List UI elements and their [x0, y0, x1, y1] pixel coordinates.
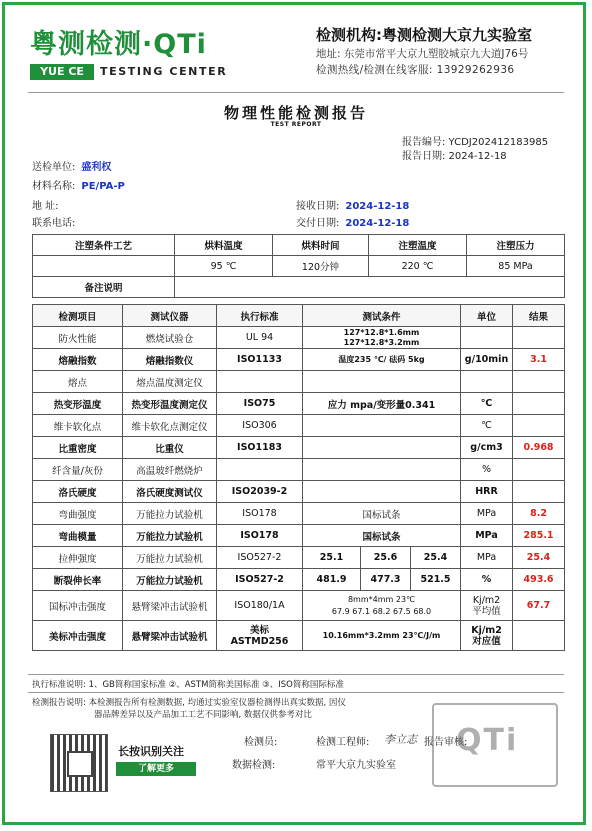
test-unit: MPa	[461, 525, 513, 547]
table-row	[33, 621, 565, 651]
qr-logo-icon	[67, 751, 93, 777]
test-instrument: 悬臂梁冲击试验机	[123, 621, 217, 651]
test-instrument: 万能拉力试验机	[123, 569, 217, 591]
test-standard: ISO178	[217, 525, 303, 547]
test-value: 25.4	[411, 547, 461, 569]
qr-caption: 长按识别关注	[118, 745, 184, 758]
test-unit: g/cm3	[461, 437, 513, 459]
test-item: 防火性能	[33, 327, 123, 349]
report-date: 报告日期: 2024-12-18	[402, 151, 507, 162]
test-instrument: 熔融指数仪	[123, 349, 217, 371]
test-instrument: 热变形温度测定仪	[123, 393, 217, 415]
test-instrument: 洛氏硬度测试仪	[123, 481, 217, 503]
test-item: 拉伸强度	[33, 547, 123, 569]
test-standard: ISO2039-2	[217, 481, 303, 503]
test-result	[513, 371, 565, 393]
test-standard: UL 94	[217, 327, 303, 349]
test-results-table	[32, 304, 565, 651]
test-condition	[303, 437, 461, 459]
report-subtitle: TEST REPORT	[270, 121, 322, 128]
test-unit	[461, 327, 513, 349]
test-item: 熔点	[33, 371, 123, 393]
delivery-field: 交付日期: 2024-12-18	[296, 218, 410, 229]
test-condition: 温度235 ℃/ 砝码 5kg	[303, 349, 461, 371]
table-row	[33, 503, 565, 525]
test-unit	[461, 371, 513, 393]
test-item: 热变形温度	[33, 393, 123, 415]
test-result: 67.7	[513, 591, 565, 621]
test-instrument: 悬臂梁冲击试验机	[123, 591, 217, 621]
table-row	[33, 481, 565, 503]
test-standard	[217, 459, 303, 481]
test-value: 521.5	[411, 569, 461, 591]
test-value: 25.6	[361, 547, 411, 569]
engineer-label: 检测工程师:	[316, 737, 370, 748]
test-condition: 10.16mm*3.2mm 23℃/J/m	[303, 621, 461, 651]
test-instrument: 维卡软化点测定仪	[123, 415, 217, 437]
report-header	[30, 22, 570, 84]
test-condition	[303, 481, 461, 503]
test-result: 25.4	[513, 547, 565, 569]
address-field: 地 址:	[32, 201, 59, 212]
org-name: 检测机构:粤测检测大京九实验室	[316, 26, 533, 44]
test-condition: 8mm*4mm 23℃ 67.9 67.1 68.2 67.5 68.0	[303, 591, 461, 621]
report-title: 物理性能检测报告	[223, 104, 368, 122]
table-row	[33, 327, 565, 349]
material-field: 材料名称: PE/PA-P	[32, 181, 125, 192]
test-condition: 127*12.8*1.6mm 127*12.8*3.2mm	[303, 327, 461, 349]
test-unit: g/10min	[461, 349, 513, 371]
col-header: 单位	[461, 305, 513, 327]
table-row	[33, 459, 565, 481]
logo-en-badge: YUE CE	[30, 64, 94, 80]
divider	[28, 692, 564, 693]
logo-cn: 粤测检测·QTi	[30, 29, 207, 60]
test-instrument: 万能拉力试验机	[123, 547, 217, 569]
qr-code[interactable]	[50, 734, 108, 792]
test-condition: 应力 mpa/变形量0.341	[303, 393, 461, 415]
table-row	[33, 437, 565, 459]
client-field: 送检单位: 盛利权	[32, 162, 112, 173]
molding-header: 烘料时间	[273, 235, 369, 256]
test-standard: ISO527-2	[217, 569, 303, 591]
test-value: 481.9	[303, 569, 361, 591]
col-header: 测试仪器	[123, 305, 217, 327]
test-condition: 国标试条	[303, 503, 461, 525]
test-standard: ISO178	[217, 503, 303, 525]
report-note-2: 器品牌差异以及产品加工工艺不同影响, 数据仅供参考对比	[94, 710, 312, 720]
molding-value: 95 ℃	[175, 256, 273, 277]
test-condition	[303, 371, 461, 393]
test-result	[513, 621, 565, 651]
col-header: 结果	[513, 305, 565, 327]
org-hotline: 检测热线/检测在线客服: 13929262936	[316, 64, 515, 76]
test-unit: Kj/m2 对应值	[461, 621, 513, 651]
molding-header: 烘料温度	[175, 235, 273, 256]
test-value: 25.1	[303, 547, 361, 569]
test-result: 285.1	[513, 525, 565, 547]
molding-header: 注塑压力	[467, 235, 565, 256]
test-item: 弯曲模量	[33, 525, 123, 547]
table-row	[33, 547, 565, 569]
test-result	[513, 393, 565, 415]
test-standard: ISO527-2	[217, 547, 303, 569]
test-standard: 美标 ASTMD256	[217, 621, 303, 651]
test-instrument: 万能拉力试验机	[123, 525, 217, 547]
test-instrument: 高温玻纤燃烧炉	[123, 459, 217, 481]
test-item: 弯曲强度	[33, 503, 123, 525]
test-condition: 国标试条	[303, 525, 461, 547]
test-standard: ISO75	[217, 393, 303, 415]
test-unit: %	[461, 459, 513, 481]
test-value: 477.3	[361, 569, 411, 591]
col-header: 执行标准	[217, 305, 303, 327]
table-row	[33, 415, 565, 437]
org-address: 地址: 东莞市常平大京九塑胶城京九大道J76号	[316, 48, 529, 60]
test-item: 洛氏硬度	[33, 481, 123, 503]
review-label: 报告审核:	[424, 737, 468, 748]
test-unit: MPa	[461, 547, 513, 569]
table-row	[33, 393, 565, 415]
test-standard: ISO306	[217, 415, 303, 437]
test-result: 0.968	[513, 437, 565, 459]
learn-more-button[interactable]: 了解更多	[116, 762, 196, 776]
test-item: 美标冲击强度	[33, 621, 123, 651]
test-result: 8.2	[513, 503, 565, 525]
test-standard	[217, 371, 303, 393]
test-item: 国标冲击强度	[33, 591, 123, 621]
test-result	[513, 327, 565, 349]
table-row	[33, 591, 565, 621]
test-unit: ℃	[461, 393, 513, 415]
molding-value	[33, 256, 175, 277]
molding-conditions-table	[32, 234, 565, 298]
molding-value: 220 ℃	[369, 256, 467, 277]
report-number: 报告编号: YCDJ202412183985	[402, 137, 549, 148]
table-row	[33, 525, 565, 547]
test-condition	[303, 459, 461, 481]
test-standard: ISO1133	[217, 349, 303, 371]
col-header: 检测项目	[33, 305, 123, 327]
test-standard: ISO1183	[217, 437, 303, 459]
remark-value	[175, 277, 565, 298]
standard-note: 执行标准说明: 1、GB简称国家标准 ②、ASTM简称美国标准 ③、ISO简称国际标准	[32, 680, 344, 690]
lab-seal-stamp: QTi	[432, 703, 558, 787]
test-unit: HRR	[461, 481, 513, 503]
test-unit: ℃	[461, 415, 513, 437]
test-instrument: 燃烧试验仓	[123, 327, 217, 349]
test-instrument: 熔点温度测定仪	[123, 371, 217, 393]
received-field: 接收日期: 2024-12-18	[296, 201, 410, 212]
engineer-signature: 李立志	[384, 733, 417, 746]
test-instrument: 比重仪	[123, 437, 217, 459]
test-item: 熔融指数	[33, 349, 123, 371]
table-row	[33, 371, 565, 393]
test-result: 493.6	[513, 569, 565, 591]
test-item: 比重密度	[33, 437, 123, 459]
table-row	[33, 569, 565, 591]
divider	[28, 92, 564, 93]
test-unit: %	[461, 569, 513, 591]
test-result	[513, 459, 565, 481]
molding-value: 120分钟	[273, 256, 369, 277]
molding-header: 注塑条件工艺	[33, 235, 175, 256]
remark-label: 备注说明	[33, 277, 175, 298]
test-unit: Kj/m2 平均值	[461, 591, 513, 621]
table-row	[33, 349, 565, 371]
test-result	[513, 415, 565, 437]
test-unit: MPa	[461, 503, 513, 525]
test-item: 断裂伸长率	[33, 569, 123, 591]
test-standard: ISO180/1A	[217, 591, 303, 621]
test-result: 3.1	[513, 349, 565, 371]
divider	[28, 674, 564, 675]
logo-en-text: TESTING CENTER	[100, 65, 228, 78]
test-result	[513, 481, 565, 503]
inspector-label: 检测员:	[244, 737, 278, 748]
test-condition	[303, 415, 461, 437]
molding-value: 85 MPa	[467, 256, 565, 277]
report-note: 检测报告说明: 本检测报告所有检测数据, 均通过实验室仪器检测得出真实数据, 因仪	[32, 698, 346, 708]
test-instrument: 万能拉力试验机	[123, 503, 217, 525]
test-item: 纤含量/灰份	[33, 459, 123, 481]
col-header: 测试条件	[303, 305, 461, 327]
molding-header: 注塑温度	[369, 235, 467, 256]
lab-name: 常平大京九实验室	[316, 760, 396, 771]
phone-field: 联系电话:	[32, 218, 76, 229]
lab-label: 数据检测:	[232, 760, 276, 771]
test-item: 维卡软化点	[33, 415, 123, 437]
